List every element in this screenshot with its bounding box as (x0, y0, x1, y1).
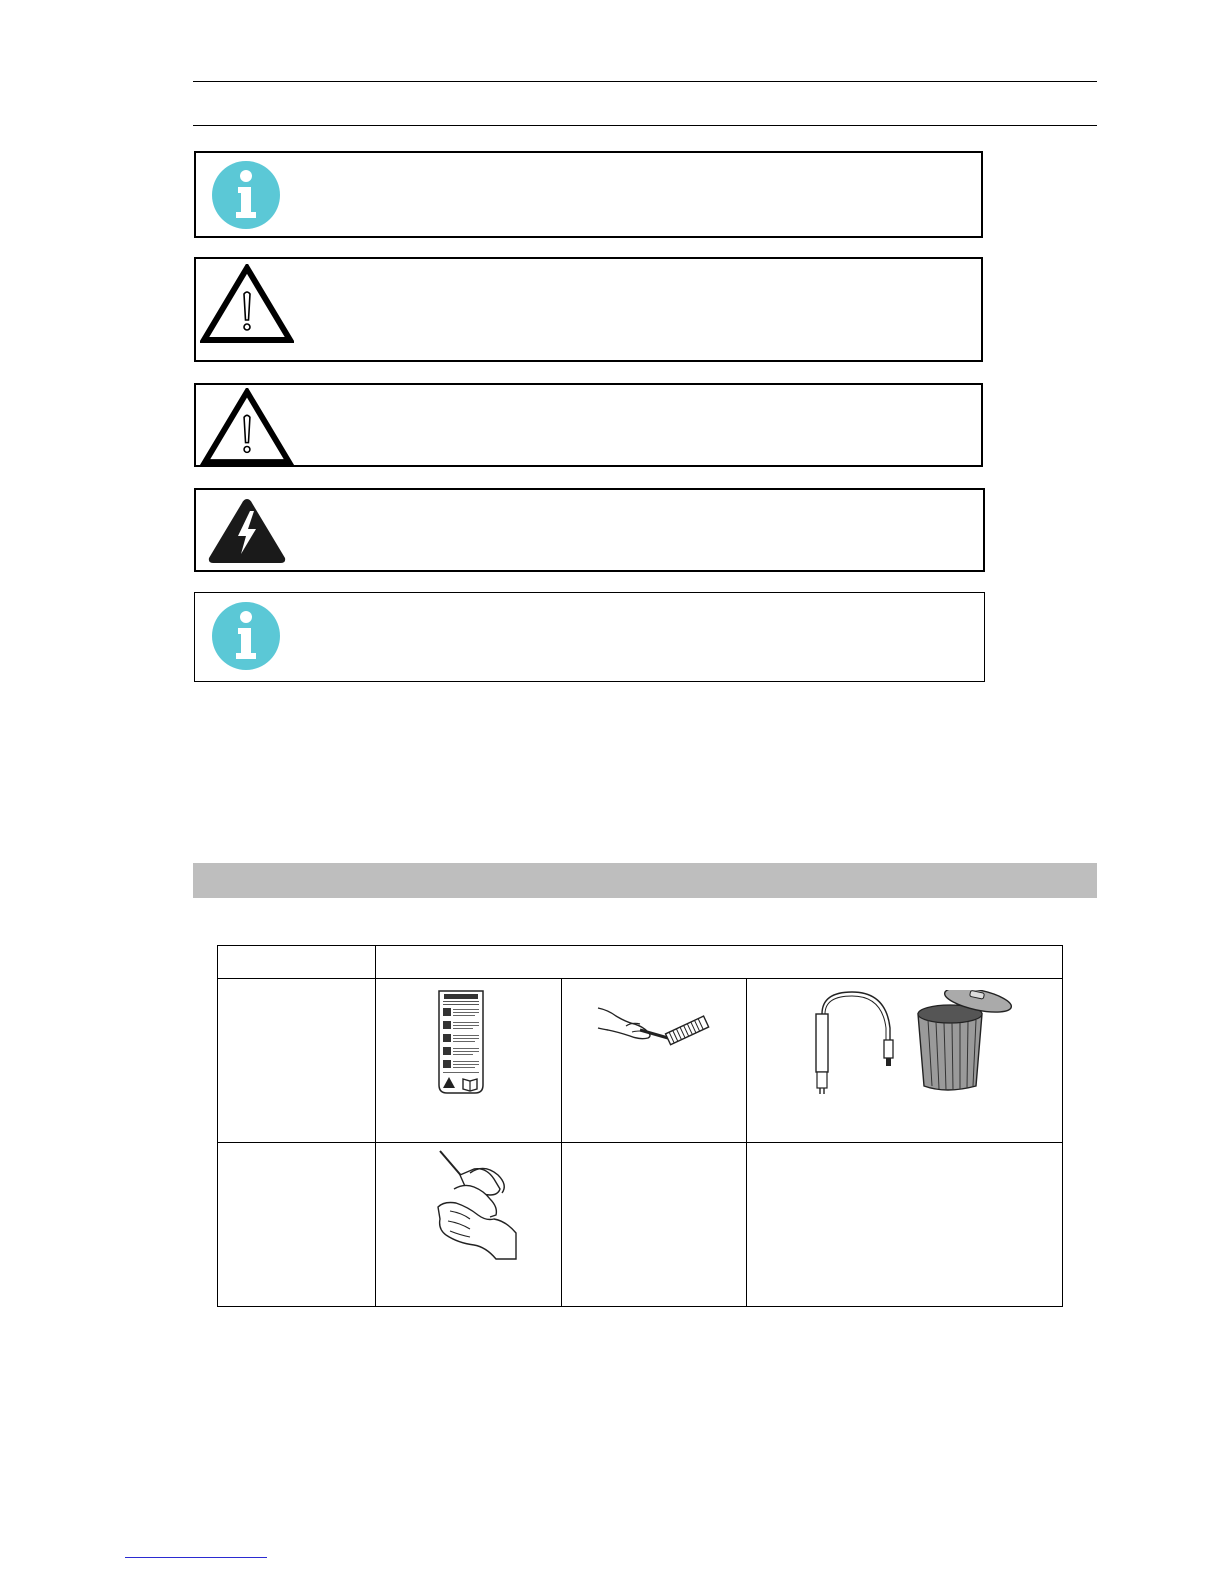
warning-notice-box (194, 383, 983, 467)
maintenance-table (217, 945, 1063, 1307)
electric-hazard-notice-box (194, 488, 985, 572)
header-rule-top (193, 81, 1097, 82)
probe-cable-and-trash-can-icon (806, 990, 1016, 1094)
info-icon (211, 601, 281, 671)
table-divider (218, 1142, 1062, 1143)
cleaning-brush-icon (596, 986, 716, 1066)
screwdriver-in-hand-icon (424, 1149, 520, 1261)
info-notice-box (194, 592, 985, 682)
electric-hazard-icon (206, 496, 288, 566)
warning-icon (200, 388, 294, 466)
table-divider (746, 978, 747, 1307)
table-divider (218, 978, 1062, 979)
footnote-link-underline (125, 1557, 267, 1558)
warning-label-icon (435, 987, 487, 1095)
info-notice-box (194, 151, 983, 238)
warning-notice-box (194, 257, 983, 362)
header-rule-bottom (193, 125, 1097, 126)
info-icon (211, 160, 281, 230)
section-heading-bar (193, 863, 1097, 898)
warning-icon (200, 264, 294, 344)
table-divider (375, 946, 376, 1307)
table-divider (561, 978, 562, 1307)
